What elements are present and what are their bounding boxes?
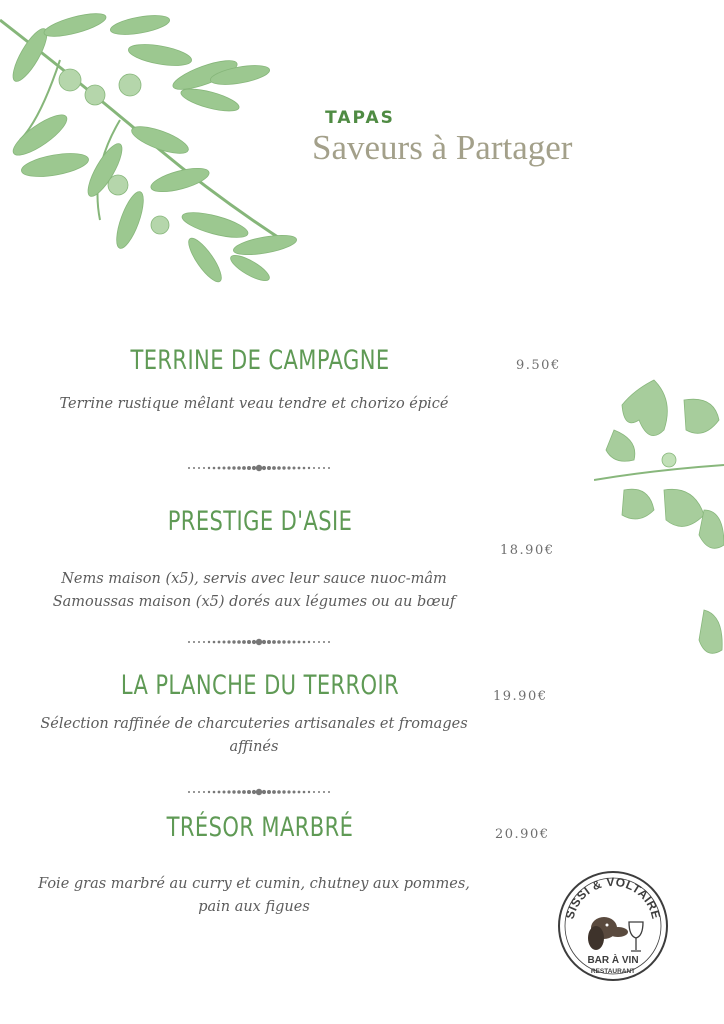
dotted-divider xyxy=(186,787,332,797)
dotted-divider xyxy=(186,637,332,647)
dish-name: PRESTIGE D'ASIE xyxy=(167,506,353,537)
dish-name: TRÉSOR MARBRÉ xyxy=(166,812,354,843)
logo-line1: BAR À VIN xyxy=(587,955,639,966)
dotted-divider xyxy=(186,463,332,473)
olive-branch-illustration xyxy=(0,0,300,290)
page-title: Saveurs à Partager xyxy=(312,128,573,167)
logo-brand-text: SISSI & VOLTAIRE xyxy=(562,874,664,921)
description-line: affinés xyxy=(229,739,279,755)
dish-name: TERRINE DE CAMPAGNE xyxy=(130,345,390,376)
fig-branch-illustration xyxy=(594,360,724,670)
description-line: Terrine rustique mêlant veau tendre et chorizo épicé xyxy=(59,396,449,412)
description-line: Sélection raffinée de charcuteries artisanales et fromages xyxy=(40,716,468,732)
logo-line2: RESTAURANT xyxy=(590,968,636,975)
dish-description xyxy=(0,713,508,759)
dish-description xyxy=(0,568,508,614)
dish-description xyxy=(0,393,508,416)
section-kicker: TAPAS xyxy=(325,108,395,128)
dish-price: 18.90€ xyxy=(500,543,555,558)
description-line: Nems maison (x5), servis avec leur sauce nuoc-mâm xyxy=(61,571,447,587)
dish-name: LA PLANCHE DU TERROIR xyxy=(120,670,400,701)
restaurant-logo xyxy=(556,866,670,986)
description-line: Foie gras marbré au curry et cumin, chutney aux pommes, xyxy=(38,876,470,892)
description-line: pain aux figues xyxy=(198,899,310,915)
dish-price: 20.90€ xyxy=(495,827,550,842)
dish-price: 9.50€ xyxy=(516,358,561,373)
dish-price: 19.90€ xyxy=(493,689,548,704)
description-line: Samoussas maison (x5) dorés aux légumes ou au bœuf xyxy=(52,594,456,610)
dish-description xyxy=(0,873,508,919)
